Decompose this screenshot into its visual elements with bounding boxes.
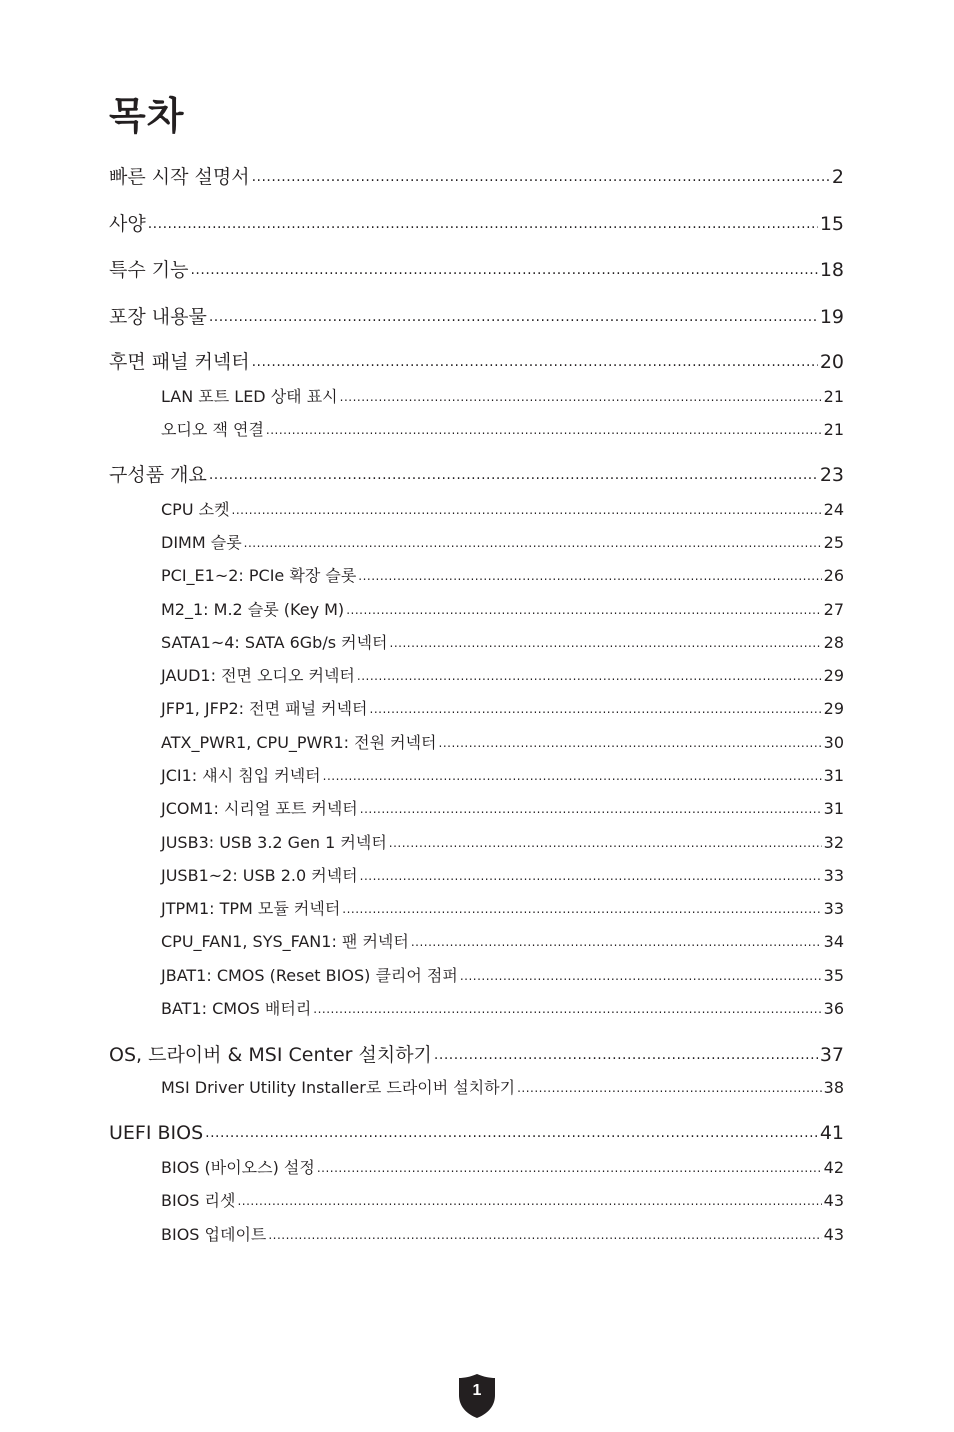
toc-leader-dots [434, 1042, 818, 1061]
toc-entry-page: 19 [819, 306, 844, 328]
toc-entry-page: 30 [823, 733, 844, 752]
toc-entry-label: SATA1~4: SATA 6Gb/s 커넥터 [161, 633, 388, 652]
toc-entry-label: 구성품 개요 [109, 464, 207, 486]
toc-leader-dots [232, 499, 822, 515]
toc-entry[interactable] [161, 996, 844, 1019]
toc-entry[interactable] [161, 384, 844, 407]
page-number: 1 [472, 1382, 482, 1399]
toc-entry-page: 15 [819, 213, 844, 235]
toc-leader-dots [244, 532, 822, 548]
toc-entry[interactable] [161, 530, 844, 553]
toc-entry-label: CPU 소켓 [161, 500, 230, 519]
toc-leader-dots [370, 698, 822, 714]
toc-leader-dots [460, 965, 822, 981]
toc-entry-page: 33 [823, 899, 844, 918]
toc-entry[interactable] [109, 255, 844, 282]
toc-entry-page: 21 [823, 420, 844, 439]
toc-leader-dots [266, 419, 822, 435]
toc-entry-page: 21 [823, 387, 844, 406]
toc-entry-page: 33 [823, 866, 844, 885]
toc-leader-dots [346, 599, 821, 615]
toc-entry-label: OS, 드라이버 & MSI Center 설치하기 [109, 1044, 432, 1066]
toc-entry[interactable] [161, 696, 844, 719]
toc-entry-label: JFP1, JFP2: 전면 패널 커넥터 [161, 699, 368, 718]
toc-entry[interactable] [161, 963, 844, 986]
toc-entry-label: BIOS 업데이트 [161, 1225, 267, 1244]
toc-entry-label: JTPM1: TPM 모듈 커넥터 [161, 899, 341, 918]
toc-leader-dots [358, 565, 821, 581]
toc-leader-dots [209, 462, 818, 481]
toc-entry[interactable] [109, 162, 844, 189]
toc-leader-dots [340, 386, 822, 402]
toc-entry-page: 31 [823, 766, 844, 785]
toc-entry[interactable] [161, 1222, 844, 1245]
toc-entry-label: 빠른 시작 설명서 [109, 166, 250, 188]
toc-entry-label: 사양 [109, 213, 146, 235]
toc-entry-page: 29 [823, 666, 844, 685]
toc-entry-label: JUSB1~2: USB 2.0 커넥터 [161, 866, 358, 885]
toc-entry-label: 오디오 잭 연결 [161, 420, 264, 439]
toc-leader-dots [252, 349, 818, 368]
toc-entry-label: 포장 내용물 [109, 306, 207, 328]
toc-leader-dots [342, 898, 821, 914]
toc-entry-label: M2_1: M.2 슬롯 (Key M) [161, 600, 345, 619]
toc-entry[interactable] [161, 763, 844, 786]
toc-entry-page: 20 [819, 351, 844, 373]
toc-entry-label: PCI_E1~2: PCIe 확장 슬롯 [161, 566, 357, 585]
toc-leader-dots [237, 1190, 821, 1206]
toc-entry[interactable] [109, 1120, 844, 1144]
toc-entry-page: 36 [823, 999, 844, 1018]
toc-entry-page: 37 [819, 1044, 844, 1066]
toc-entry-label: BIOS (바이오스) 설정 [161, 1158, 315, 1177]
toc-entry[interactable] [161, 896, 844, 919]
toc-leader-dots [390, 632, 822, 648]
toc-entry[interactable] [161, 563, 844, 586]
toc-entry-page: 26 [823, 566, 844, 585]
toc-entry-page: 35 [823, 966, 844, 985]
toc-entry-page: 27 [823, 600, 844, 619]
toc-entry[interactable] [161, 630, 844, 653]
toc-entry[interactable] [161, 597, 844, 620]
toc-entry[interactable] [109, 209, 844, 236]
toc-leader-dots [313, 998, 821, 1014]
toc-entry[interactable] [161, 1075, 844, 1098]
toc-entry-label: JBAT1: CMOS (Reset BIOS) 클리어 점퍼 [161, 966, 458, 985]
toc-entry-label: MSI Driver Utility Installer로 드라이버 설치하기 [161, 1078, 516, 1097]
toc-entry-page: 43 [823, 1225, 844, 1244]
toc-entry[interactable] [161, 1155, 844, 1178]
toc-entry-page: 42 [823, 1158, 844, 1177]
toc-entry-page: 25 [823, 533, 844, 552]
toc-entry-label: DIMM 슬롯 [161, 533, 242, 552]
toc-leader-dots [205, 1120, 818, 1139]
page-number-badge [458, 1373, 496, 1419]
toc-entry-page: 18 [819, 259, 844, 281]
toc-leader-dots [317, 1157, 822, 1173]
toc-entry-label: 특수 기능 [109, 259, 189, 281]
toc-entry[interactable] [161, 830, 844, 853]
toc-entry-page: 38 [823, 1078, 844, 1097]
toc-entry-page: 24 [823, 500, 844, 519]
toc-entry-page: 41 [819, 1122, 844, 1144]
toc-entry[interactable] [109, 460, 844, 487]
toc-leader-dots [389, 832, 822, 848]
toc-entry-label: BAT1: CMOS 배터리 [161, 999, 312, 1018]
toc-leader-dots [323, 765, 822, 781]
toc-leader-dots [439, 732, 822, 748]
toc-entry[interactable] [161, 730, 844, 753]
page-title: 목차 [109, 94, 185, 138]
toc-entry-label: 후면 패널 커넥터 [109, 351, 250, 373]
toc-entry-page: 28 [823, 633, 844, 652]
toc-entry-page: 31 [823, 799, 844, 818]
toc-entry-label: BIOS 리셋 [161, 1191, 236, 1210]
toc-entry-label: JUSB3: USB 3.2 Gen 1 커넥터 [161, 833, 387, 852]
toc-entry-label: JCI1: 섀시 침입 커넥터 [161, 766, 321, 785]
toc-entry[interactable] [161, 796, 844, 819]
toc-entry-label: JCOM1: 시리얼 포트 커넥터 [161, 799, 358, 818]
toc-entry-page: 34 [823, 932, 844, 951]
toc-entry-page: 23 [819, 464, 844, 486]
toc-entry-label: ATX_PWR1, CPU_PWR1: 전원 커넥터 [161, 733, 437, 752]
toc-entry[interactable] [161, 863, 844, 886]
toc-entry-page: 2 [831, 166, 844, 188]
toc-entry-page: 32 [823, 833, 844, 852]
toc-entry[interactable] [161, 1188, 844, 1211]
toc-leader-dots [357, 665, 822, 681]
toc-leader-dots [148, 211, 818, 230]
toc-entry[interactable] [109, 1040, 844, 1067]
toc-leader-dots [360, 798, 822, 814]
toc-entry-page: 43 [823, 1191, 844, 1210]
toc-entry[interactable] [161, 929, 844, 952]
toc-entry-label: LAN 포트 LED 상태 표시 [161, 387, 338, 406]
toc-leader-dots [268, 1224, 821, 1240]
toc-entry[interactable] [161, 663, 844, 686]
toc-entry[interactable] [161, 417, 844, 440]
toc-entry[interactable] [109, 347, 844, 374]
toc-entry-page: 29 [823, 699, 844, 718]
toc-entry[interactable] [161, 497, 844, 520]
toc-leader-dots [517, 1077, 822, 1093]
toc-entry-label: JAUD1: 전면 오디오 커넥터 [161, 666, 355, 685]
toc-leader-dots [411, 931, 822, 947]
toc-entry[interactable] [109, 302, 844, 329]
toc-entry-label: CPU_FAN1, SYS_FAN1: 팬 커넥터 [161, 932, 409, 951]
toc-leader-dots [209, 304, 818, 323]
toc-leader-dots [252, 164, 830, 183]
toc-entry-label: UEFI BIOS [109, 1122, 204, 1144]
toc-leader-dots [190, 257, 817, 276]
toc-leader-dots [360, 865, 822, 881]
